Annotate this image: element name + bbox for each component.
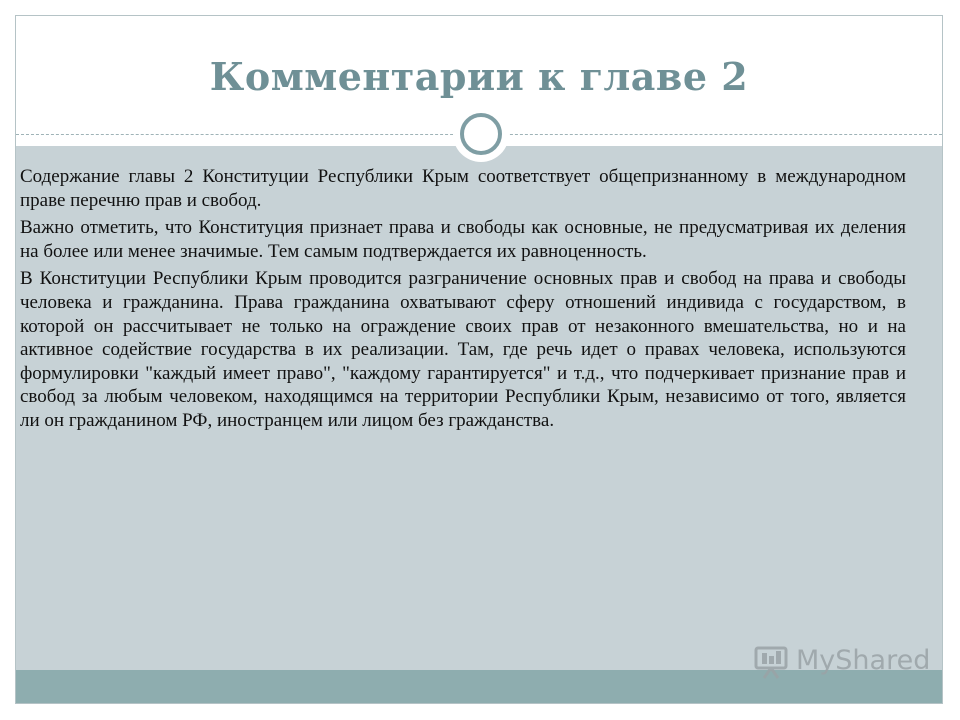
watermark-text: MyShared (796, 644, 931, 676)
watermark (752, 640, 930, 680)
slide-body (20, 165, 906, 437)
divider-circle-ornament (453, 106, 509, 162)
paragraph-3: В Конституции Республики Крым проводится разграничение основных прав и свобод на права и свободы человека и гражданина. Права гражданина охватывают сферу отношений индивида с государством, в которой он рассчитывает не только на ограждение своих прав от незаконного вмешательства, но и на активное содействие государства в их реализации. Там, где речь идет о правах человека, используются формулировки "каждый имеет право", "каждому гарантируется" и т.д., что подчеркивает признание прав и свобод за любым человеком, находящимся на территории Республики Крым, независимо от того, является ли он гражданином РФ, иностранцем или лицом без гражданства. (20, 268, 906, 431)
paragraph-1: Содержание главы 2 Конституции Республики Крым соответствует общепризнанному в международном праве перечню прав и свобод. (20, 166, 906, 211)
divider-circle-ring (460, 113, 502, 155)
slide-title: Комментарии к главе 2 (209, 54, 749, 99)
presentation-board-icon (752, 640, 792, 680)
paragraph-2: Важно отметить, что Конституция признает права и свободы как основные, не предусматривая их деления на более или менее значимые. Тем самым подтверждается их равноценность. (20, 217, 906, 262)
